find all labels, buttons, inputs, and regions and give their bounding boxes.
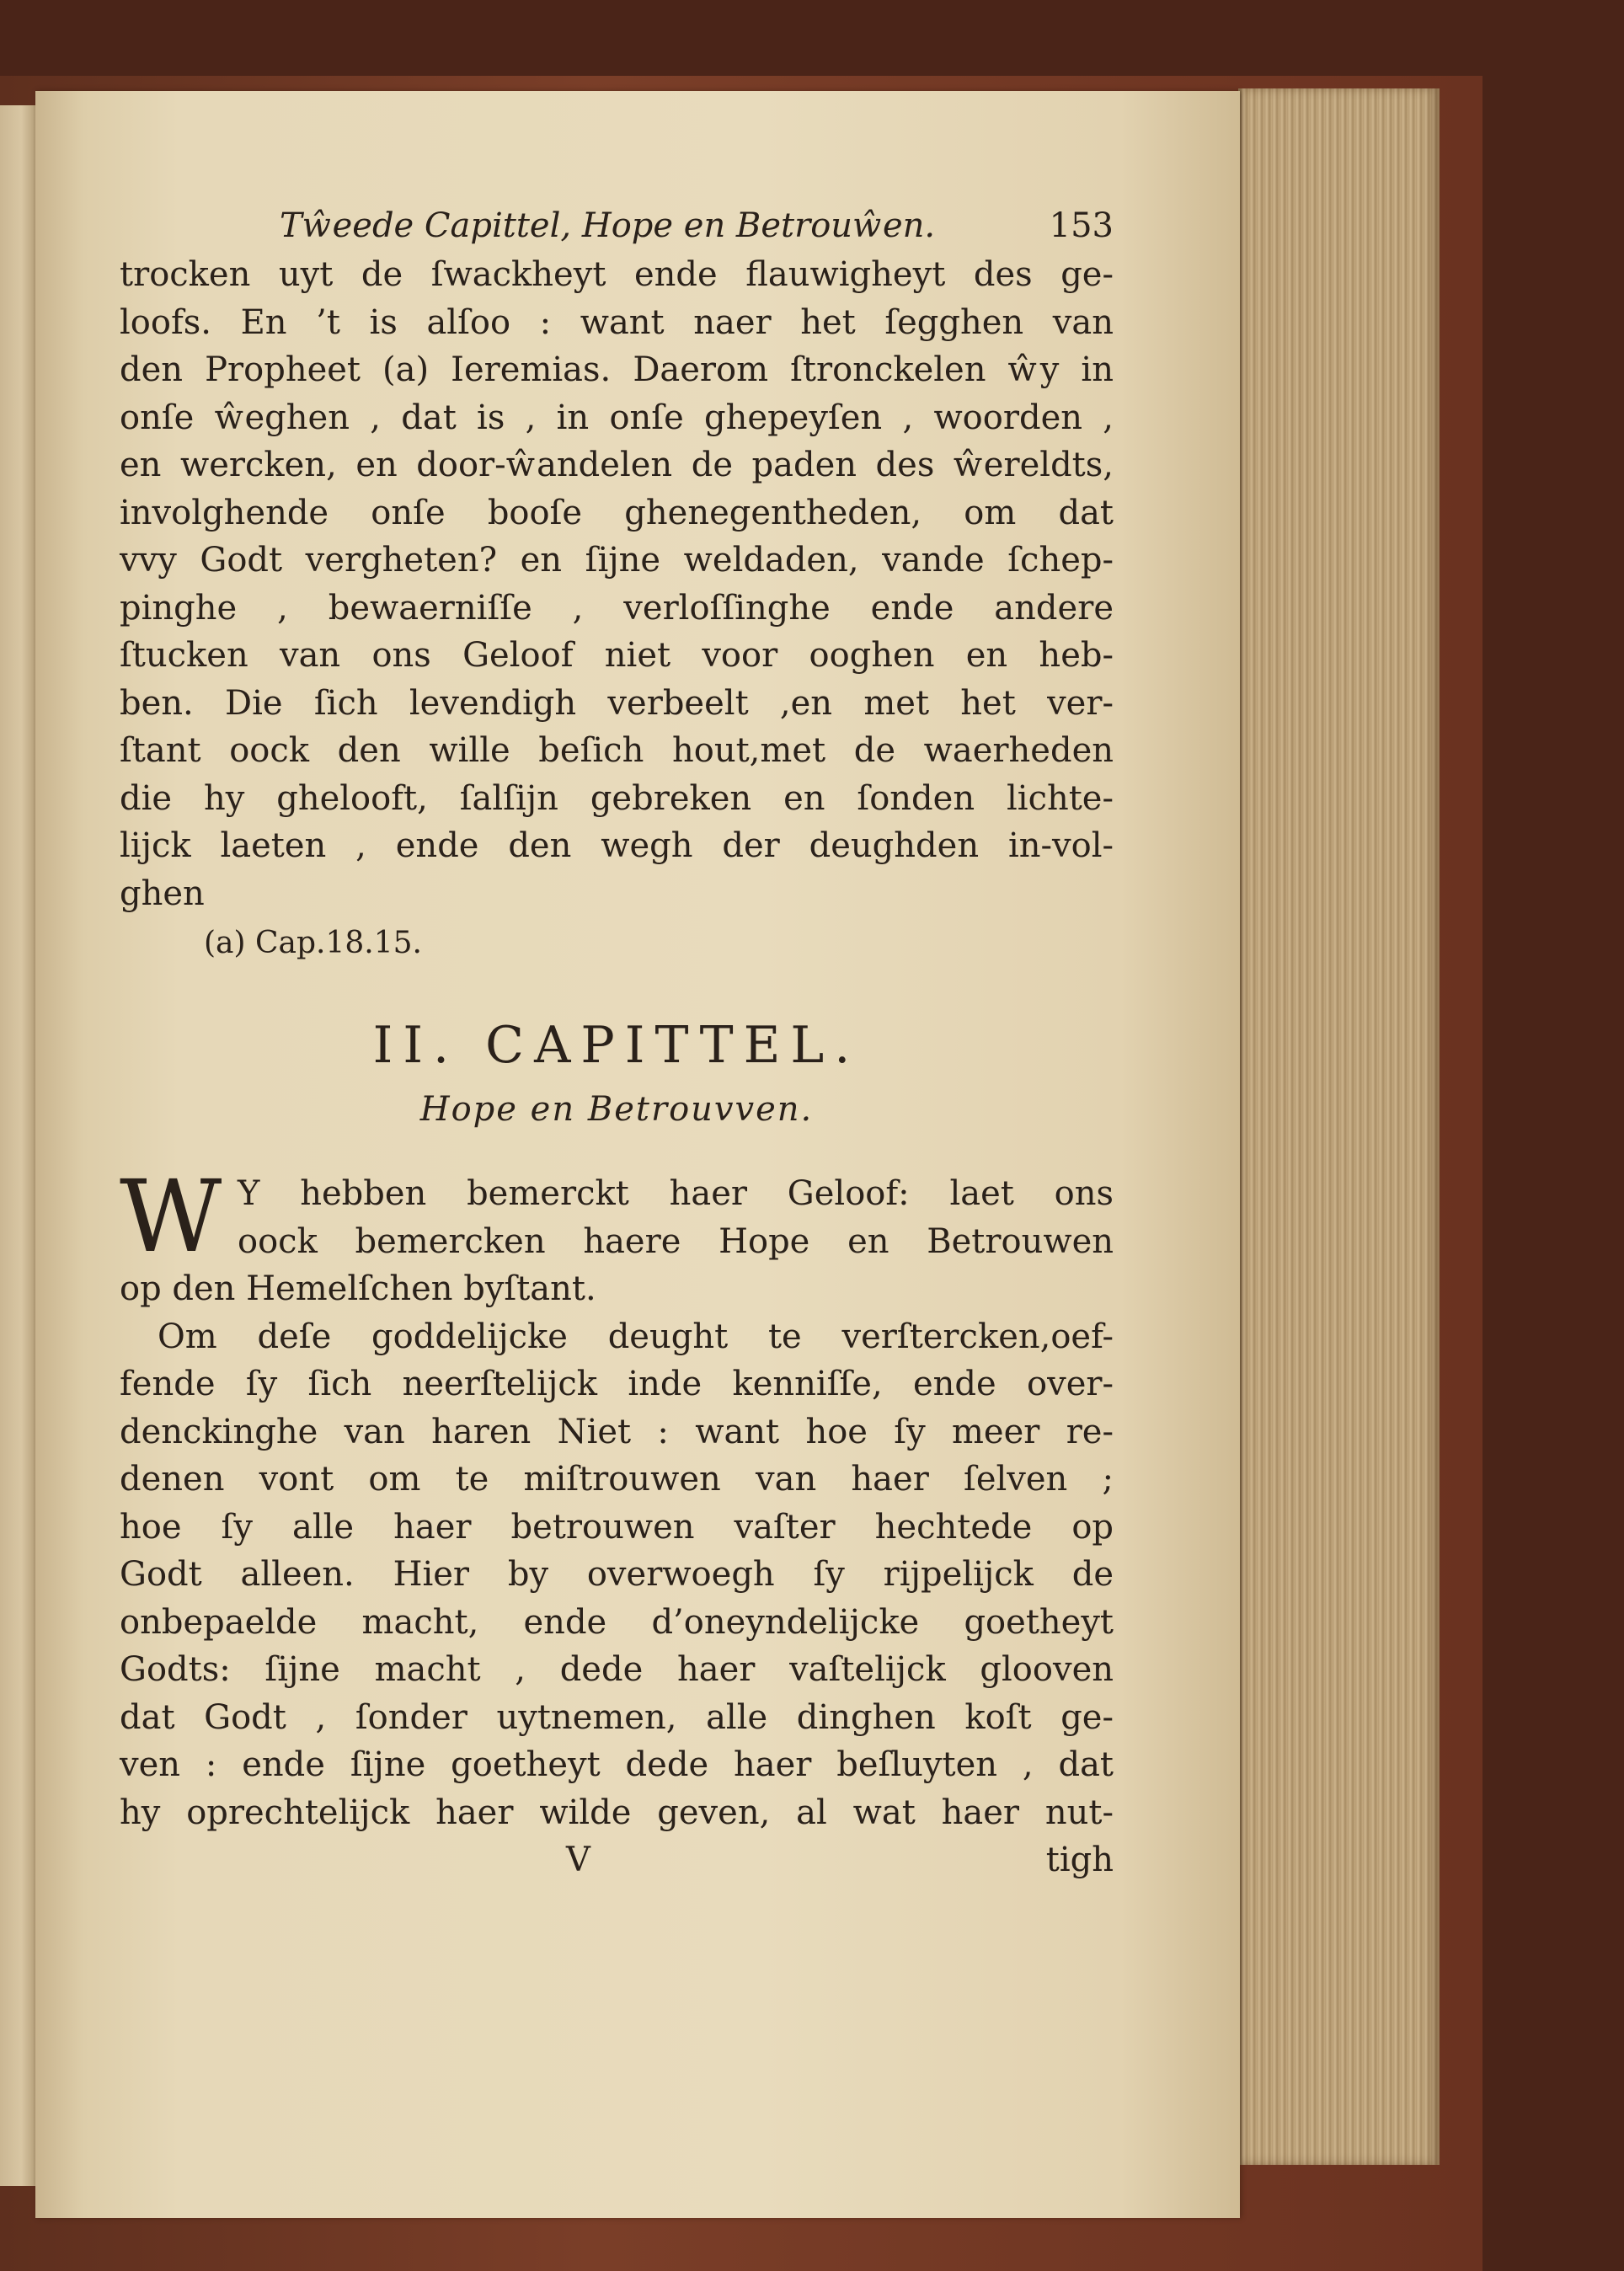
catchword: tigh [1045,1841,1114,1879]
text-line: involghende onſe booſe ghenegentheden, om dat [120,493,1114,532]
text-line: oock bemercken haere Hope en Betrouwen [238,1221,1114,1261]
text-line: vvy Godt vergheten? en ſijne weldaden, vande ſchep- [120,541,1114,580]
text-line: ben. Die ſich levendigh verbeelt ,en met het ver- [120,683,1114,723]
book-page [35,91,1240,2218]
text-line: die hy ghelooft, ſalſijn gebreken en ſonden lichte- [120,778,1114,818]
text-line: denckinghe van haren Niet : want hoe ſy meer re- [120,1412,1114,1451]
text-line: ſtucken van ons Geloof niet voor ooghen en heb- [120,636,1114,675]
text-line: en wercken, en door-ŵandelen de paden des ŵereldts, [120,446,1114,484]
text-line: Y hebben bemerckt haer Geloof: laet ons [238,1174,1114,1213]
text-line: Om deſe goddelijcke deught te verſtercken,oef- [158,1317,1114,1356]
signature-mark: V [566,1841,590,1879]
chapter-heading: II. CAPITTEL. [372,1016,861,1075]
page-number: 153 [1049,206,1114,245]
text-line: den Propheet (a) Ieremias. Daerom ſtronckelen ŵy in [120,350,1114,389]
text-line: hoe ſy alle haer betrouwen vaſter hechtede op [120,1507,1114,1547]
page-text [120,200,1114,1884]
text-line: trocken uyt de ſwackheyt ende flauwigheyt des ge- [120,255,1114,294]
text-line: loofs. En ’t is alſoo : want naer het ſegghen van [120,302,1114,342]
opening-paragraph [120,251,1114,917]
text-line: dat Godt , ſonder uytnemen, alle dinghen koſt ge- [120,1697,1114,1737]
text-line: op den Hemelſchen byſtant. [120,1269,596,1308]
text-line: ven : ende ſijne goetheyt dede haer beſluyten , dat [120,1745,1114,1784]
text-line: onſe ŵeghen , dat is , in onſe ghepeyſen , woorden , [120,398,1114,437]
text-line: pinghe , bewaerniſſe , verloſſinghe ende andere [120,588,1114,628]
text-line: ghen [120,874,205,913]
page-foot [120,1836,1114,1884]
text-line: Godt alleen. Hier by overwoegh ſy rijpelijck de [120,1555,1114,1594]
chapter-paragraph [120,1158,1114,1836]
drop-cap: W [120,1158,222,1274]
text-line: hy oprechtelijck haer wilde geven, al wat haer nut- [120,1793,1114,1832]
text-line: denen vont om te miſtrouwen van haer ſelven ; [120,1460,1114,1499]
text-line: lijck laeten , ende den wegh der deughden in-vol- [120,826,1114,865]
running-head-title: Tŵeede Capittel, Hope en Betrouŵen. [280,206,936,245]
text-line: ſtant oock den wille beſich hout,met de waerheden [120,731,1114,770]
facing-page-edge [0,105,35,2186]
footnote: (a) Cap.18.15. [204,926,422,960]
text-line: onbepaelde macht, ende d’oneyndelijcke goetheyt [120,1602,1114,1642]
page-edges [1238,88,1440,2165]
chapter-subtitle: Hope en Betrouvven. [419,1090,814,1129]
text-line: Godts: ſijne macht , dede haer vaſtelijck glooven [120,1650,1114,1689]
running-head [120,200,1114,251]
text-line: fende ſy ſich neerſtelijck inde kenniſſe, ende over- [120,1365,1114,1403]
